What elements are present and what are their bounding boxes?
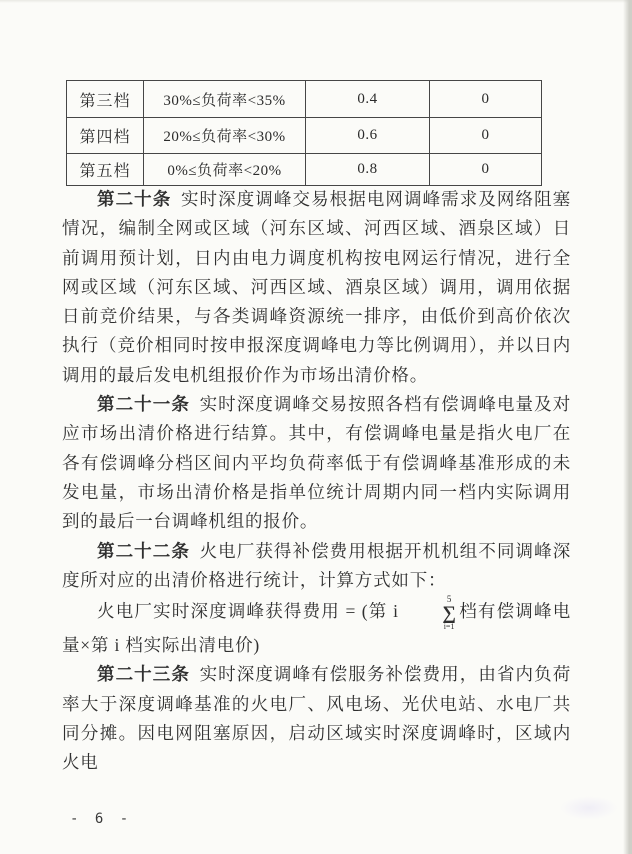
article-20-paragraph — [62, 185, 571, 390]
article-21-text: 实时深度调峰交易按照各档有偿调峰电量及对应市场出清价格进行结算。其中，有偿调峰电量是指火电厂在各有偿调峰分档区间内平均负荷率低于有偿调峰基准形成的未发电量，市场出清价格是指单位统计周期内同一档内实际调用到的最后一台调峰机组的报价。 — [62, 394, 572, 532]
table-cell-price: 0.6 — [306, 118, 430, 154]
table-cell-price: 0.8 — [306, 154, 430, 186]
table-row — [67, 154, 542, 186]
table-cell-price: 0.4 — [306, 81, 430, 118]
article-21-paragraph — [62, 390, 571, 536]
scan-smudge-artifact — [560, 796, 618, 820]
article-23-number: 第二十三条 — [97, 664, 190, 685]
article-22-paragraph — [62, 537, 571, 596]
sigma-symbol: ∑ — [442, 603, 456, 625]
article-20-number: 第二十条 — [97, 189, 172, 209]
compensation-formula — [62, 595, 571, 660]
article-23-text: 实时深度调峰有偿服务补偿费用，由省内负荷率大于深度调峰基准的火电厂、风电场、光伏电站、水电厂共同分摊。因电网阻塞原因，启动区域实时深度调峰时，区域内火电 — [62, 664, 572, 773]
article-22-text: 火电厂获得补偿费用根据开机机组不同调峰深度所对应的出清价格进行统计，计算方式如下： — [62, 540, 572, 590]
scan-top-shading — [0, 0, 632, 3]
table-cell-value: 0 — [430, 154, 542, 186]
summation-upper-limit: 5 — [446, 594, 452, 605]
article-20-text: 实时深度调峰交易根据电网调峰需求及网络阻塞情况，编制全网或区域（河东区域、河西区域、酒泉区域）日前调用预计划，日内由电力调度机构按电网运行情况，进行全网或区域（河东区域、河西区域、酒泉区域）调用，调用依据日前竞价结果，与各类调峰资源统一排序，由低价到高价依次执行（竞价相同时按申报深度调峰电力等比例调用），并以日内调用的最后发电机组报价作为市场出清价格。 — [62, 189, 571, 385]
table-cell-load-range: 30%≤负荷率<35% — [144, 81, 306, 118]
table-cell-load-range: 20%≤负荷率<30% — [144, 118, 306, 154]
article-22-number: 第二十二条 — [97, 540, 190, 561]
formula-after-text: 档有偿调峰电量×第 i 档实际出清电价) — [62, 601, 571, 656]
article-23-paragraph — [62, 660, 571, 777]
table-cell-value: 0 — [430, 118, 542, 154]
article-21-number: 第二十一条 — [97, 394, 190, 415]
summation-icon — [407, 595, 456, 631]
scan-edge-shading — [623, 0, 632, 854]
table-cell-tier: 第四档 — [67, 118, 144, 154]
table-cell-tier: 第三档 — [67, 81, 144, 118]
formula-before-text: 火电厂实时深度调峰获得费用 = (第 i — [97, 601, 405, 622]
table-cell-tier: 第五档 — [67, 154, 144, 186]
table-row — [67, 81, 542, 118]
summation-lower-limit: i=1 — [443, 622, 455, 632]
table-cell-value: 0 — [430, 81, 542, 118]
table-cell-load-range: 0%≤负荷率<20% — [144, 154, 306, 186]
page-number: - 6 - — [70, 811, 133, 827]
document-body — [62, 185, 571, 778]
table-row — [67, 118, 542, 154]
peak-regulation-tier-table — [66, 80, 542, 186]
